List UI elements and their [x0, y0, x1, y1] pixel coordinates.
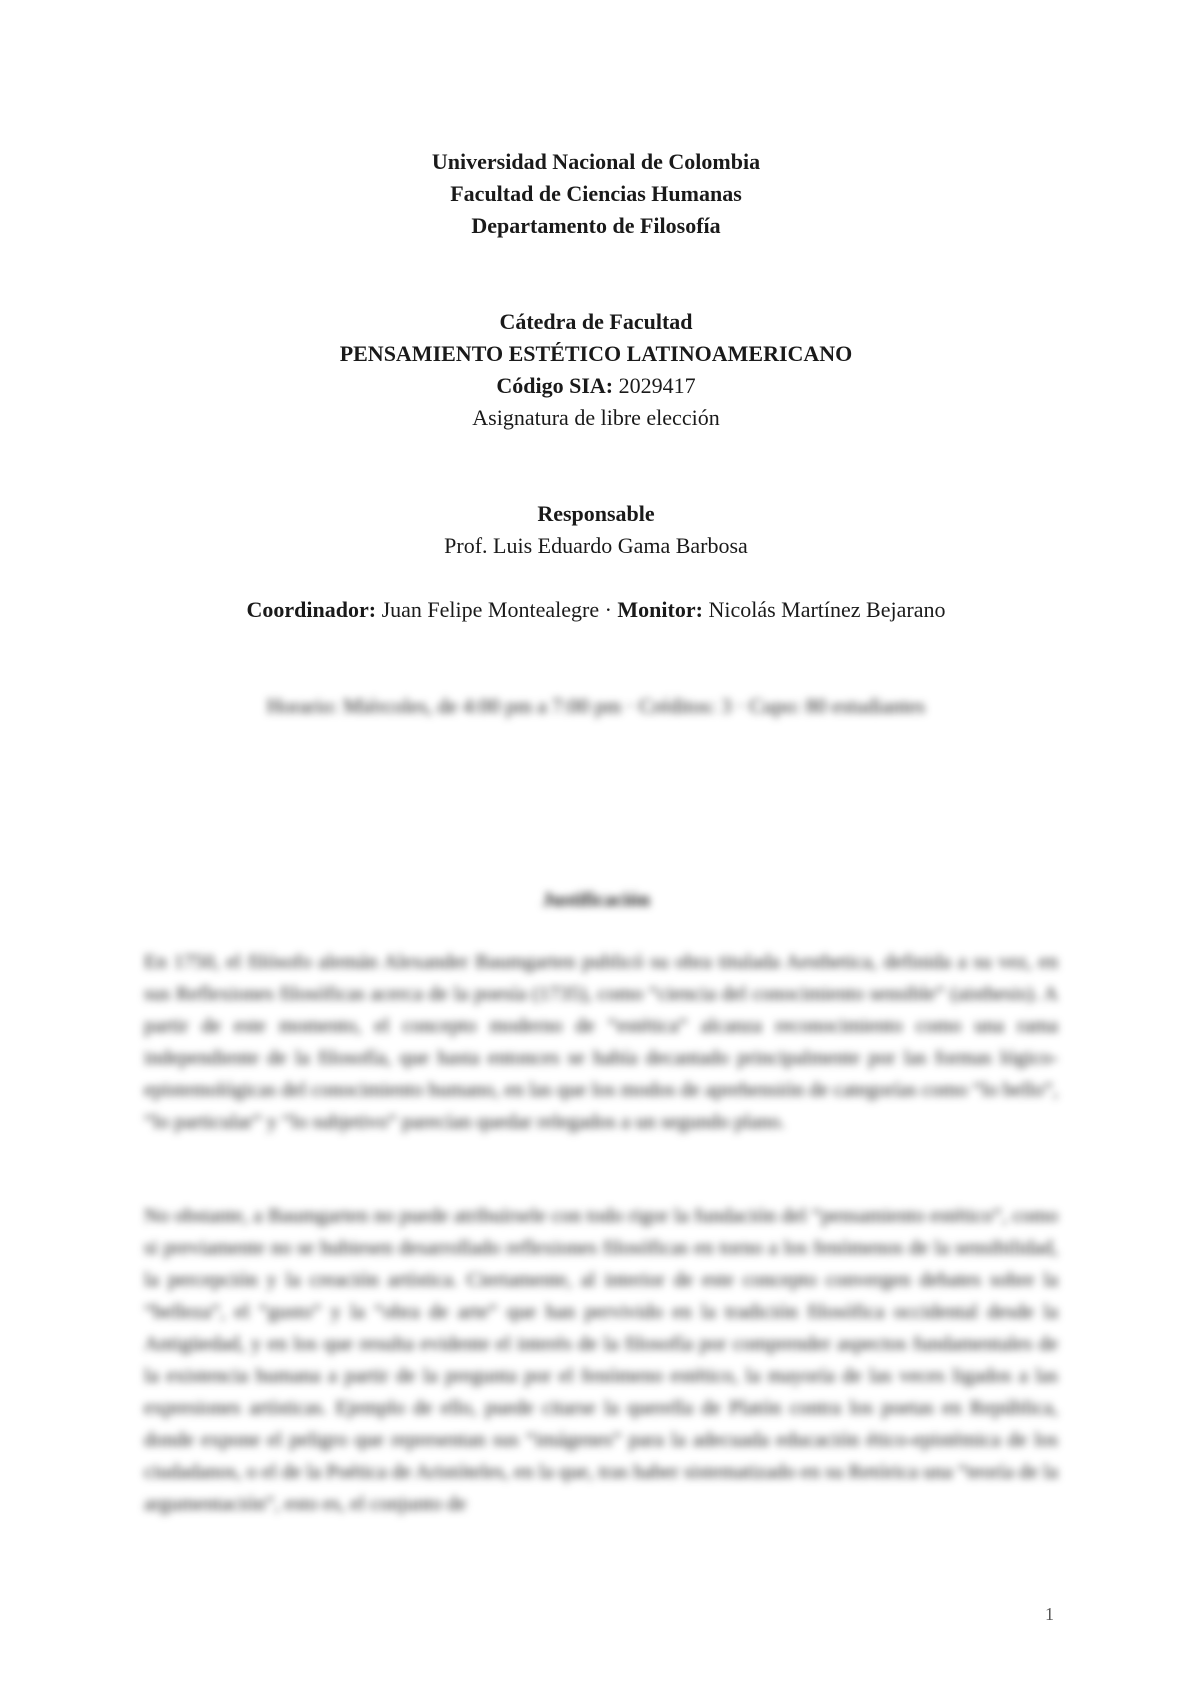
responsible-label: Responsable	[537, 501, 655, 526]
justification-paragraph-2: No obstante, a Baumgarten no puede atribuírsele con todo rigor la fundación del “pensamiento estético”, como si previamente no se hubiesen desarrollado reflexiones filosóficas en torno a los fenómenos de la sensibilidad, la percepción y la creación artística. Ciertamente, al interior de este concepto convergen debates sobre la “belleza”, el “gusto” y la “obra de arte” que han pervivido en la tradición filosófica occidental desde la Antigüedad, y en los que resulta evidente el interés de la filosofía por comprender aspectos fundamentales de la existencia humana a partir de la pregunta por el fenómeno estético, la mayoría de las veces ligados a las expresiones artísticas. Ejemplo de ello, puede citarse la querella de Platón contra los poetas en República, donde expone el peligro que representan sus “imágenes” para la adecuada educación ético-epistémica de los ciudadanos, o el de la Poética de Aristóteles, en la que, tras haber sistematizado en su Retórica una “teoría de la argumentación”, esto es, el conjunto de	[144, 1205, 1058, 1515]
coordinator-label: Coordinador:	[246, 597, 377, 622]
course-code-label: Código SIA:	[496, 373, 614, 398]
responsible-info	[0, 498, 1192, 562]
page-number: 1	[1045, 1604, 1054, 1624]
responsible-name: Prof. Luis Eduardo Gama Barbosa	[444, 533, 748, 558]
course-code-line	[0, 370, 1192, 402]
monitor-label: Monitor:	[617, 597, 703, 622]
institution-heading	[0, 146, 1192, 242]
justification-title: Justificación	[542, 889, 650, 911]
justification-paragraph-1: En 1750, el filósofo alemán Alexander Baumgarten publicó su obra titulada Aesthetica, definida a su vez, en sus Reflexiones filosóficas acerca de la poesía (1735), como “ciencia del conocimiento sensible” (aisthesis). A partir de este momento, el concepto moderno de “estética” alcanza reconocimiento como una rama independiente de la filosofía, que hasta entonces se había decantado principalmente por las formas lógico-epistemológicas del conocimiento humano, en las que los modos de aprehensión de categorías como “lo bello”, “lo particular” y “lo subjetivo” parecían quedar relegados a un segundo plano.	[144, 951, 1058, 1133]
course-type: Asignatura de libre elección	[472, 405, 720, 430]
course-code-value: 2029417	[613, 373, 696, 398]
course-kind: Cátedra de Facultad	[499, 309, 693, 334]
staff-line	[0, 594, 1192, 626]
schedule-line: Horario: Miércoles, de 4:00 pm a 7:00 pm · Créditos: 3 · Cupo: 80 estudiantes	[266, 694, 926, 718]
course-info	[0, 306, 1192, 434]
monitor-name: Nicolás Martínez Bejarano	[702, 597, 946, 622]
coordinator-name: Juan Felipe Montealegre ·	[376, 597, 618, 622]
department-name: Departamento de Filosofía	[471, 213, 721, 238]
course-title: PENSAMIENTO ESTÉTICO LATINOAMERICANO	[339, 341, 853, 366]
faculty-name: Facultad de Ciencias Humanas	[450, 181, 742, 206]
university-name: Universidad Nacional de Colombia	[431, 149, 761, 174]
